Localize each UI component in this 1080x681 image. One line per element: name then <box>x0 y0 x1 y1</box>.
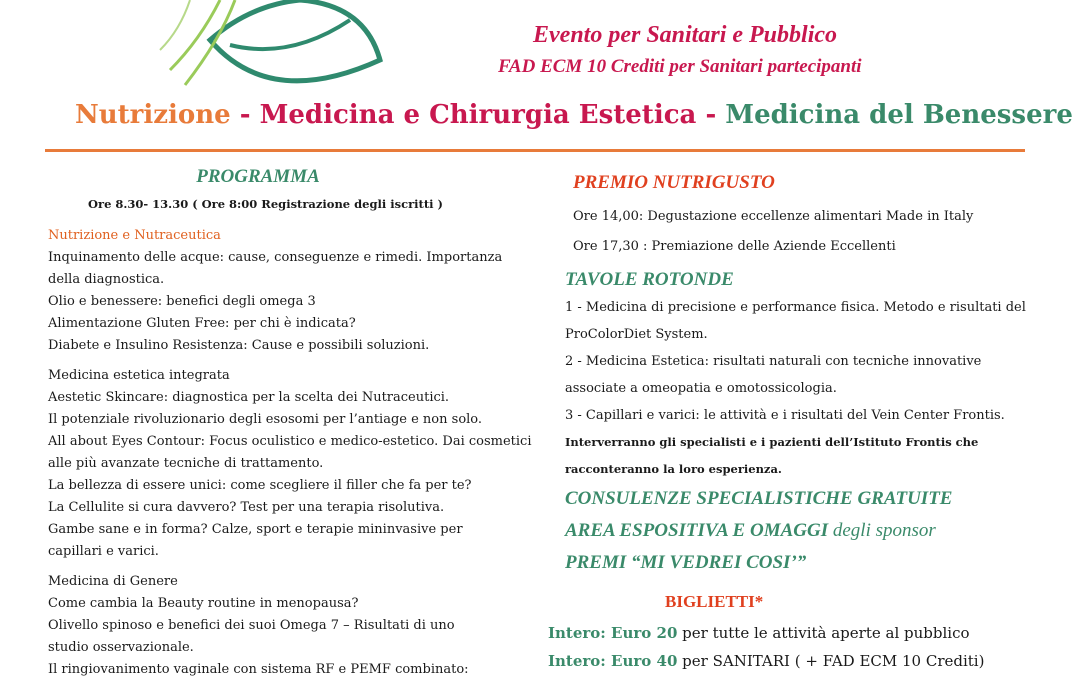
section-title-medicina-genere: Medicina di Genere <box>48 574 178 589</box>
ticket-desc: per tutte le attività aperte al pubblico <box>677 624 970 642</box>
topic-benessere: Medicina del Benessere <box>725 100 1073 130</box>
premio-item: Ore 14,00: Degustazione eccellenze alimentari Made in Italy <box>573 209 974 224</box>
list-item: La Cellulite si cura davvero? Test per una terapia risolutiva. <box>48 500 445 515</box>
list-item: Alimentazione Gluten Free: per chi è indicata? <box>48 316 356 331</box>
list-item: studio osservazionale. <box>48 640 194 655</box>
highlight-consulenze: CONSULENZE SPECIALISTICHE GRATUITE <box>565 488 953 509</box>
list-item: Olio e benessere: benefici degli omega 3 <box>48 294 316 309</box>
fad-credits: FAD ECM 10 Crediti per Sanitari partecipanti <box>498 56 862 77</box>
tavole-item: associate a omeopatia e omotossicologia. <box>565 381 837 396</box>
list-item: La bellezza di essere unici: come scegliere il filler che fa per te? <box>48 478 472 493</box>
tavole-title: TAVOLE ROTONDE <box>565 269 734 290</box>
list-item: capillari e varici. <box>48 544 159 559</box>
highlight-area-label: AREA ESPOSITIVA E OMAGGI <box>565 520 833 541</box>
list-item: Olivello spinoso e benefici dei suoi Omega 7 – Risultati di uno <box>48 618 455 633</box>
topic-separator: - <box>696 100 726 130</box>
ticket-price: Intero: Euro 20 <box>548 624 678 642</box>
tavole-note: Interverranno gli specialisti e i pazienti dell’Istituto Frontis che <box>565 435 979 449</box>
list-item: Inquinamento delle acque: cause, conseguenze e rimedi. Importanza <box>48 250 503 265</box>
tavole-item: 1 - Medicina di precisione e performance fisica. Metodo e risultati del <box>565 300 1026 315</box>
event-subtitle: Evento per Sanitari e Pubblico <box>533 22 838 48</box>
programma-column <box>48 165 548 681</box>
highlight-area-espositiva <box>565 515 1045 547</box>
list-item: Il potenziale rivoluzionario degli esosomi per l’antiage e non solo. <box>48 412 483 427</box>
ticket-intero-20 <box>548 619 1045 647</box>
ticket-intero-40 <box>548 647 1045 675</box>
tavole-note: racconteranno la loro esperienza. <box>565 462 782 476</box>
list-item: Il ringiovanimento vaginale con sistema RF e PEMF combinato: <box>48 662 469 677</box>
topic-separator: - <box>230 100 260 130</box>
info-column <box>548 170 1045 675</box>
list-item: Aestetic Skincare: diagnostica per la scelta dei Nutraceutici. <box>48 390 450 405</box>
programma-title: PROGRAMMA <box>196 166 320 187</box>
list-item: alle più avanzate tecniche di trattamento. <box>48 456 324 471</box>
programma-hours: Ore 8.30- 13.30 ( Ore 8:00 Registrazione degli iscritti ) <box>88 197 443 211</box>
list-item: della diagnostica. <box>48 272 165 287</box>
premio-title: PREMIO NUTRIGUSTO <box>573 172 775 193</box>
ticket-price: Intero: Euro 40 <box>548 652 678 670</box>
ticket-desc: per SANITARI ( + FAD ECM 10 Crediti) <box>677 652 985 670</box>
section-title-medicina-estetica: Medicina estetica integrata <box>48 368 230 383</box>
list-item: Gambe sane e in forma? Calze, sport e terapie mininvasive per <box>48 522 463 537</box>
tavole-item: 2 - Medicina Estetica: risultati naturali con tecniche innovative <box>565 354 982 369</box>
premio-item: Ore 17,30 : Premiazione delle Aziende Eccellenti <box>573 239 896 254</box>
topic-nutrizione: Nutrizione <box>75 100 231 130</box>
tavole-item: 3 - Capillari e varici: le attività e i risultati del Vein Center Frontis. <box>565 408 1005 423</box>
tavole-item: ProColorDiet System. <box>565 327 708 342</box>
topics-line <box>75 100 1073 130</box>
section-title-nutrizione: Nutrizione e Nutraceutica <box>48 228 221 243</box>
divider <box>45 149 1025 152</box>
highlight-premi: PREMI “MI VEDREI COSI’” <box>565 552 807 573</box>
topic-medicina-estetica: Medicina e Chirurgia Estetica <box>259 100 697 130</box>
leaf-logo <box>150 0 390 95</box>
list-item: All about Eyes Contour: Focus oculistico e medico-estetico. Dai cosmetici <box>48 434 532 449</box>
biglietti-title: BIGLIETTI* <box>665 592 764 611</box>
highlight-sponsor: degli sponsor <box>832 520 936 541</box>
list-item: Come cambia la Beauty routine in menopausa? <box>48 596 359 611</box>
list-item: Diabete e Insulino Resistenza: Cause e possibili soluzioni. <box>48 338 430 353</box>
